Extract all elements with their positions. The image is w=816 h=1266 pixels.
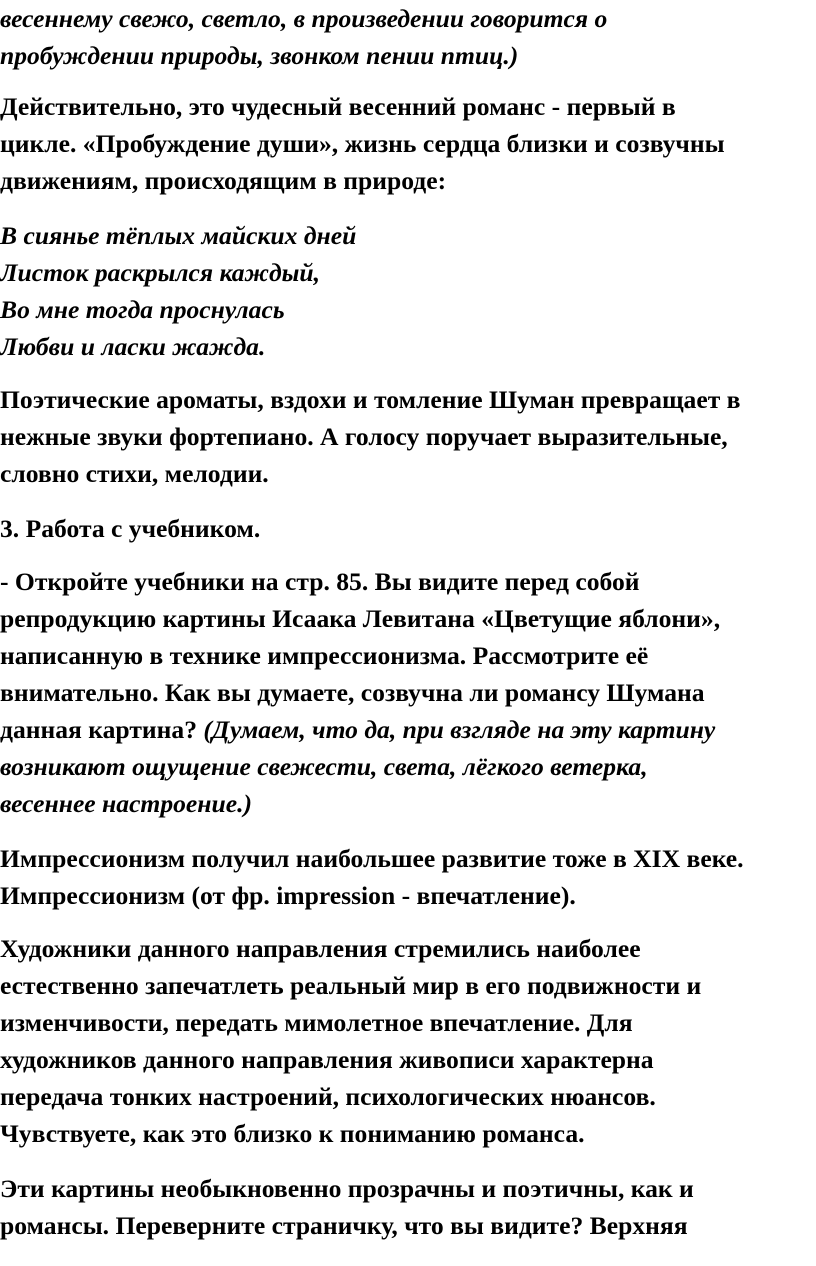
text-line: Действительно, это чудесный весенний романс - первый в (0, 92, 676, 121)
text-line: романсы. Переверните страничку, что вы видите? Верхняя (0, 1211, 688, 1240)
text-line: внимательно. Как вы думаете, созвучна ли романсу Шумана (0, 678, 705, 707)
paragraph-romance-description (0, 88, 725, 199)
poem-quote (0, 217, 356, 365)
text-line: цикле. «Пробуждение души», жизнь сердца близки и созвучны (0, 129, 725, 158)
poem-line: Любви и ласки жажда. (0, 332, 266, 361)
text-line: естественно запечатлеть реальный мир в его подвижности и (0, 971, 702, 1000)
paragraph-intro-continuation (0, 0, 607, 74)
paragraph-artists (0, 930, 701, 1152)
text-line: движениям, происходящим в природе: (0, 166, 447, 195)
text-line: Чувствуете, как это близко к пониманию романса. (0, 1119, 585, 1148)
text-italic-answer: (Думаем, что да, при взгляде на эту картину (203, 715, 716, 744)
text-line: - Откройте учебники на стр. 85. Вы видите перед собой (0, 567, 640, 596)
text-line: пробуждении природы, звонком пении птиц.) (0, 41, 519, 70)
text-line: изменчивости, передать мимолетное впечатление. Для (0, 1008, 633, 1037)
poem-line: В сиянье тёплых майских дней (0, 221, 357, 250)
poem-line: Во мне тогда проснулась (0, 295, 285, 324)
text-line: весеннее настроение.) (0, 789, 253, 818)
paragraph-impressionism-definition (0, 840, 744, 914)
text-line: нежные звуки фортепиано. А голосу поручает выразительные, (0, 422, 728, 451)
text-line: написанную в технике импрессионизма. Рассмотрите её (0, 641, 649, 670)
text-line: передача тонких настроений, психологических нюансов. (0, 1082, 656, 1111)
text-line: Эти картины необыкновенно прозрачны и поэтичны, как и (0, 1174, 694, 1203)
paragraph-paintings (0, 1170, 694, 1244)
poem-line: Листок раскрылся каждый, (0, 258, 321, 287)
text-line: словно стихи, мелодии. (0, 459, 269, 488)
paragraph-textbook-task (0, 563, 720, 822)
text-line: возникают ощущение свежести, света, лёгкого ветерка, (0, 752, 648, 781)
text-line: Художники данного направления стремились наиболее (0, 934, 641, 963)
heading-text: 3. Работа с учебником. (0, 514, 261, 543)
paragraph-schumann (0, 381, 741, 492)
text-line: Импрессионизм (от фр. impression - впечатление). (0, 881, 576, 910)
text-regular: данная картина? (0, 715, 204, 744)
text-line: художников данного направления живописи характерна (0, 1045, 654, 1074)
text-line: Импрессионизм получил наибольшее развитие тоже в XIX веке. (0, 844, 744, 873)
section-heading (0, 510, 260, 547)
text-line-mixed (0, 711, 720, 748)
text-line: репродукцию картины Исаака Левитана «Цветущие яблони», (0, 604, 721, 633)
text-line: Поэтические ароматы, вздохи и томление Шуман превращает в (0, 385, 741, 414)
text-line: весеннему свежо, светло, в произведении говорится о (0, 4, 608, 33)
